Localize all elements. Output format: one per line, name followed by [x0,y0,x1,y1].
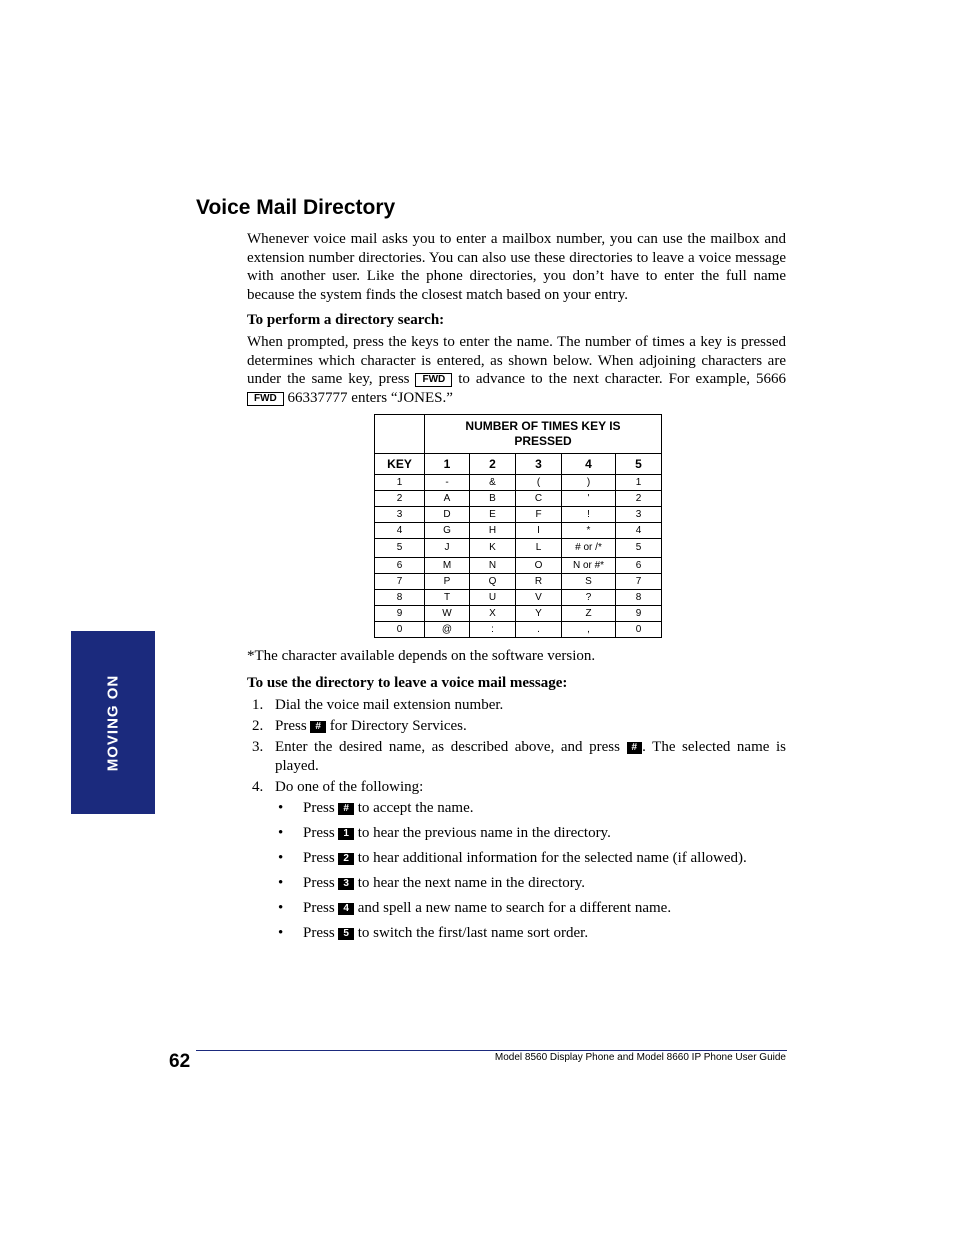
option-text-post: to hear the previous name in the directory. [357,825,611,841]
table-cell: J [425,539,470,558]
bullet-icon: • [278,875,284,891]
bullet-icon: • [278,825,284,841]
phone-key-icon: 3 [338,878,354,890]
search-paragraph [247,333,786,408]
phone-key-icon: 2 [338,853,354,865]
option-text [303,899,671,918]
table-cell: B [470,491,516,507]
table-cell: 7 [375,574,425,590]
option-text-pre: Press [303,825,335,841]
table-cell: R [516,574,562,590]
option-text-pre: Press [303,850,335,866]
key-character-table [374,414,662,638]
step-text-pre: Do one of the following: [275,779,424,795]
table-cell: 4 [375,523,425,539]
table-cell: F [516,507,562,523]
fwd-key-icon: FWD [415,373,452,387]
table-cell: . [516,622,562,638]
table-cell: # or /* [562,539,616,558]
table-cell: 6 [616,558,662,574]
table-cell: V [516,590,562,606]
table-cell: : [470,622,516,638]
table-corner [375,415,425,454]
option-text [303,924,588,943]
table-cell: 5 [616,539,662,558]
phone-key-icon: # [627,742,643,754]
table-cell: 1 [616,475,662,491]
footer-rule [196,1050,787,1051]
step-text-post: for Directory Services. [329,718,467,734]
table-cell: L [516,539,562,558]
table-cell: ( [516,475,562,491]
table-column-header: 2 [470,454,516,475]
table-header-span: NUMBER OF TIMES KEY IS PRESSED [425,415,662,454]
search-heading: To perform a directory search: [247,312,445,328]
phone-key-icon: 1 [338,828,354,840]
table-cell: X [470,606,516,622]
fwd-key-icon: FWD [247,392,284,406]
step-text-post: . The selected name is played. [275,739,786,774]
table-cell: A [425,491,470,507]
step-text-pre: Enter the desired name, as described above, and press [275,739,620,755]
table-cell: I [516,523,562,539]
table-cell: S [562,574,616,590]
page-title: Voice Mail Directory [196,196,396,219]
step-number: 4. [252,779,264,795]
option-text-post: and spell a new name to search for a different name. [357,900,672,916]
table-cell: D [425,507,470,523]
table-row [375,622,662,638]
table-cell: @ [425,622,470,638]
table-cell: G [425,523,470,539]
step-number: 1. [252,697,264,713]
table-row [375,491,662,507]
section-tab-label: MOVING ON [104,674,122,771]
bullet-icon: • [278,850,284,866]
table-row [375,606,662,622]
table-cell: H [470,523,516,539]
bullet-icon: • [278,900,284,916]
bullet-icon: • [278,925,284,941]
search-text-2: to advance to the next character. For example, 5666 [458,371,786,388]
step-text [275,778,786,797]
step-text-pre: Dial the voice mail extension number. [275,697,504,713]
table-column-header: 5 [616,454,662,475]
option-text [303,799,474,818]
table-column-header: 4 [562,454,616,475]
table-cell: ' [562,491,616,507]
step-text [275,717,786,736]
option-text-post: to accept the name. [357,800,474,816]
table-row [375,558,662,574]
option-text-pre: Press [303,875,335,891]
step-text [275,738,786,776]
table-cell: - [425,475,470,491]
footnote: *The character available depends on the software version. [247,648,596,664]
option-text-pre: Press [303,900,335,916]
table-cell: 6 [375,558,425,574]
table-row [375,574,662,590]
table-cell: Q [470,574,516,590]
phone-key-icon: 5 [338,928,354,940]
step-text [275,696,786,715]
table-cell: * [562,523,616,539]
table-cell: 7 [616,574,662,590]
table-cell: K [470,539,516,558]
option-text [303,824,611,843]
table-cell: P [425,574,470,590]
phone-key-icon: # [338,803,354,815]
table-cell: 5 [375,539,425,558]
intro-paragraph: Whenever voice mail asks you to enter a mailbox number, you can use the mailbox and extension number directories. You can also use these directories to leave a voice message with another user. Like the phone directories, you don’t have to enter the full name because the system finds the closest match based on your entry. [247,231,786,304]
table-cell: 3 [375,507,425,523]
table-cell: , [562,622,616,638]
table-row [375,475,662,491]
table-cell: T [425,590,470,606]
search-text-1: When prompted, press the keys to enter the name. The number of times a key is pressed determines which character is entered, as shown below. When adjoining characters are under the same key, press [247,334,786,388]
table-cell: 2 [616,491,662,507]
table-cell: 0 [616,622,662,638]
table-cell: O [516,558,562,574]
option-text-pre: Press [303,800,335,816]
option-text [303,849,747,868]
table-column-header: 1 [425,454,470,475]
table-column-header: 3 [516,454,562,475]
table-cell: Y [516,606,562,622]
table-cell: ! [562,507,616,523]
option-text-post: to hear additional information for the selected name (if allowed). [357,850,747,866]
table-row [375,507,662,523]
table-cell: 4 [616,523,662,539]
table-cell: U [470,590,516,606]
step-number: 3. [252,739,264,755]
table-cell: 9 [616,606,662,622]
table-cell: W [425,606,470,622]
table-cell: & [470,475,516,491]
phone-key-icon: 4 [338,903,354,915]
step-text-pre: Press [275,718,307,734]
option-text-post: to switch the first/last name sort order. [357,925,589,941]
leave-heading: To use the directory to leave a voice mail message: [247,675,568,691]
table-cell: 8 [375,590,425,606]
search-text-3: 66337777 enters “JONES.” [287,390,453,407]
table-column-headers [375,454,662,475]
phone-key-icon: # [310,721,326,733]
table-row [375,539,662,558]
table-cell: N or #* [562,558,616,574]
step-number: 2. [252,718,264,734]
table-cell: ) [562,475,616,491]
table-cell: M [425,558,470,574]
table-cell: C [516,491,562,507]
table-cell: 0 [375,622,425,638]
table-cell: 9 [375,606,425,622]
table-row [375,590,662,606]
option-text [303,874,585,893]
option-text-post: to hear the next name in the directory. [357,875,586,891]
table-column-header: KEY [375,454,425,475]
footer-title: Model 8560 Display Phone and Model 8660 IP Phone User Guide [494,1052,786,1063]
option-text-pre: Press [303,925,335,941]
bullet-icon: • [278,800,284,816]
page-number: 62 [169,1051,191,1072]
table-row [375,523,662,539]
table-cell: N [470,558,516,574]
table-cell: Z [562,606,616,622]
table-cell: ? [562,590,616,606]
table-cell: E [470,507,516,523]
table-cell: 2 [375,491,425,507]
table-cell: 8 [616,590,662,606]
table-cell: 1 [375,475,425,491]
table-cell: 3 [616,507,662,523]
section-tab [71,631,155,814]
